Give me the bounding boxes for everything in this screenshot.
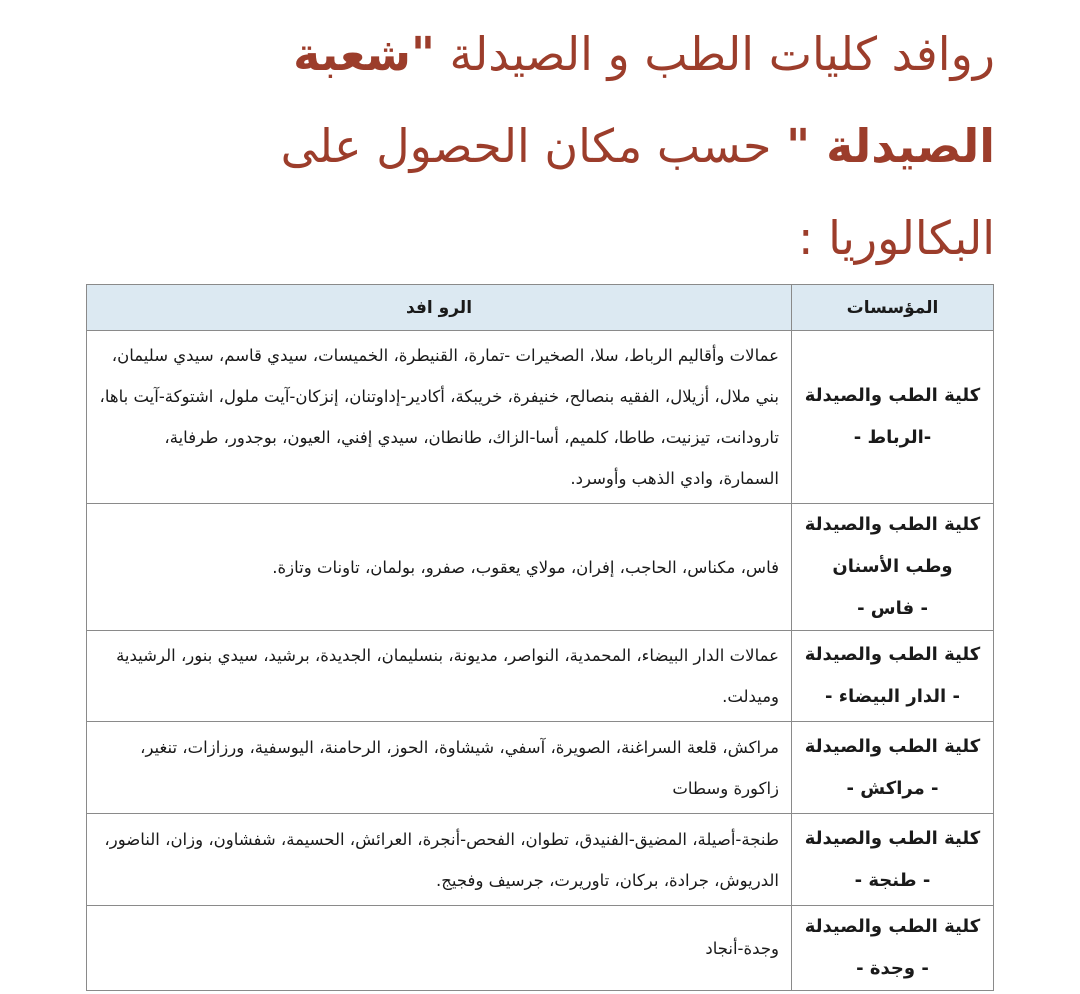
table-row — [87, 814, 994, 906]
feeders-cell: مراكش، قلعة السراغنة، الصويرة، آسفي، شيشاوة، الحوز، الرحامنة، اليوسفية، ورزازات، تنغير، زاكورة وسطات — [87, 722, 792, 814]
institution-name: كلية الطب والصيدلة — [804, 385, 981, 406]
institution-name: كلية الطب والصيدلة وطب الأسنان — [804, 514, 981, 577]
feeders-table — [86, 284, 994, 991]
feeders-cell: طنجة-أصيلة، المضيق-الفنيدق، تطوان، الفحص-أنجرة، العرائش، الحسيمة، شفشاون، وزان، الناضور، الدريوش، جرادة، بركان، تاوريرت، جرسيف وفجيج. — [87, 814, 792, 906]
institution-name: كلية الطب والصيدلة — [804, 735, 981, 757]
institution-name: كلية الطب والصيدلة — [804, 916, 981, 937]
feeders-cell: عمالات وأقاليم الرباط، سلا، الصخيرات -تمارة، القنيطرة، الخميسات، سيدي قاسم، سيدي سليمان، بني ملال، أزيلال، الفقيه بنصالح، خنيفرة، خريبكة، أكادير-إداوتنان، إنزكان-آيت ملول، اشتوكة-آيت باها، تارودانت، تيزنيت، طاطا، كلميم، أسا-الزاك، طانطان، سيدي إفني، العيون، بوجدور، طرفاية، السمارة، وادي الذهب وأوسرد. — [87, 331, 792, 504]
header-institutions: المؤسسات — [792, 285, 994, 331]
header-feeders: الرو افد — [87, 285, 792, 331]
feeders-cell: وجدة-أنجاد — [87, 906, 792, 991]
institution-city: - وجدة - — [856, 958, 929, 979]
table-row — [87, 631, 994, 722]
institution-cell — [792, 631, 994, 722]
institution-cell — [792, 504, 994, 631]
table-row — [87, 331, 994, 504]
table-header-row — [87, 285, 994, 331]
institution-name: كلية الطب والصيدلة — [804, 644, 981, 665]
institution-name: كلية الطب والصيدلة — [804, 827, 981, 849]
institution-city: - طنجة - — [854, 869, 931, 891]
table-row — [87, 504, 994, 631]
table-row — [87, 906, 994, 991]
title-part-1: روافد كليات الطب و الصيدلة — [434, 27, 995, 81]
institution-city: - الدار البيضاء - — [825, 686, 960, 707]
institution-cell — [792, 814, 994, 906]
institution-city: -الرباط - — [853, 427, 932, 448]
page-title — [235, 8, 995, 284]
institution-cell — [792, 331, 994, 504]
institution-cell — [792, 722, 994, 814]
institution-cell — [792, 906, 994, 991]
title-part-2: حسب مكان الحصول على البكالوريا : — [280, 119, 995, 265]
feeders-cell: فاس، مكناس، الحاجب، إفران، مولاي يعقوب، صفرو، بولمان، تاونات وتازة. — [87, 504, 792, 631]
feeders-cell: عمالات الدار البيضاء، المحمدية، النواصر، مديونة، بنسليمان، الجديدة، برشيد، سيدي بنور، الرشيدية وميدلت. — [87, 631, 792, 722]
table-row — [87, 722, 994, 814]
institution-city: - مراكش - — [846, 777, 939, 799]
institution-city: - فاس - — [857, 598, 928, 619]
title-highlight: "شعبة الصيدلة " — [293, 27, 995, 173]
